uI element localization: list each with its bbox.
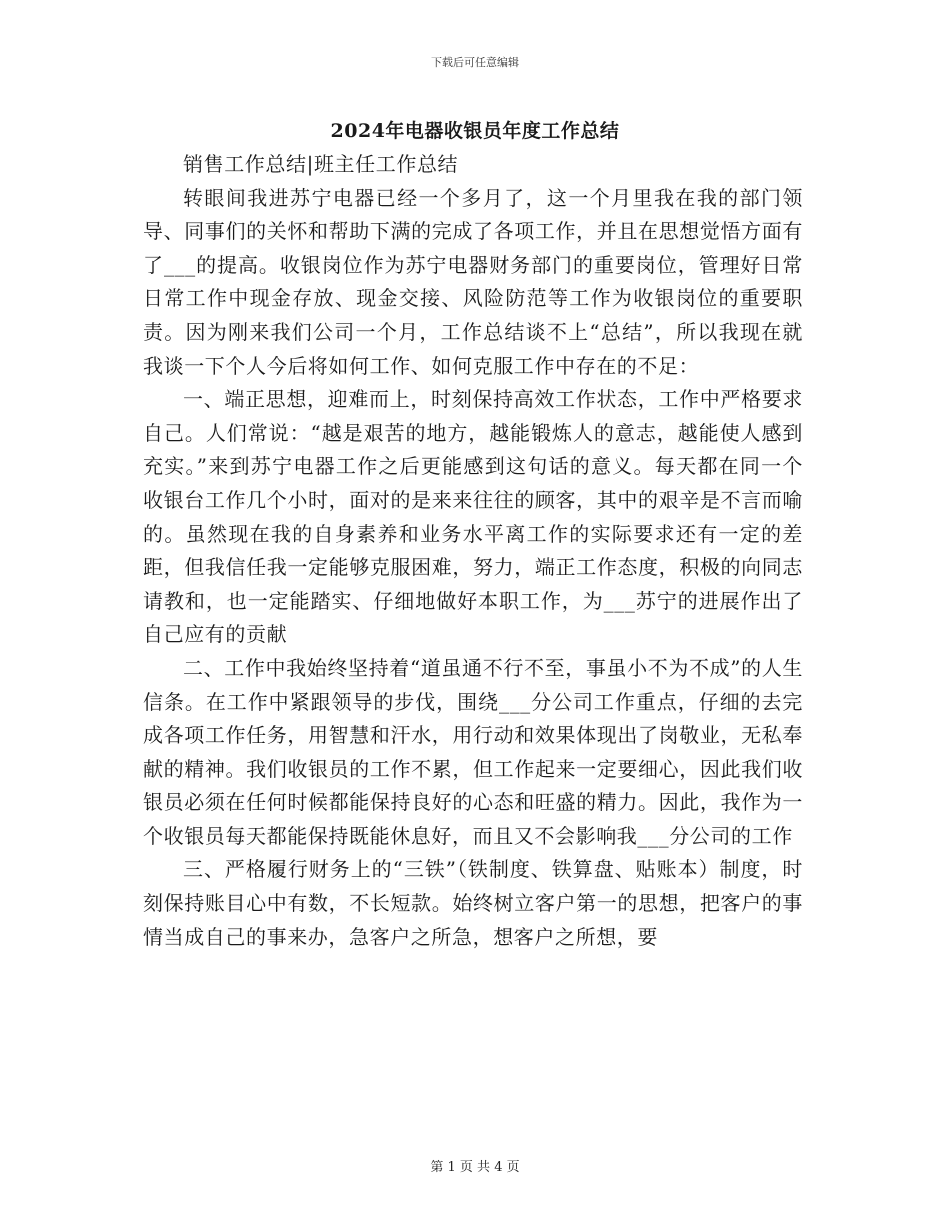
paragraph-intro: 转眼间我进苏宁电器已经一个多月了，这一个月里我在我的部门领导、同事们的关怀和帮助下满的完成了各项工作，并且在思想觉悟方面有了___的提高。收银岗位作为苏宁电器财务部门的重要岗位，管理好日常日常工作中现金存放、现金交接、风险防范等工作为收银岗位的重要职责。因为刚来我们公司一个月，工作总结谈不上“总结”，所以我现在就我谈一下个人今后将如何工作、如何克服工作中存在的不足： [143, 185, 803, 378]
paragraph-section-3: 三、严格履行财务上的“三铁”（铁制度、铁算盘、贴账本）制度，时刻保持账目心中有数，不长短款。始终树立客户第一的思想，把客户的事情当成自己的事来办，急客户之所急，想客户之所想，要 [143, 857, 803, 949]
paragraph-subtitle: 销售工作总结|班主任工作总结 [183, 152, 459, 176]
document-body [143, 148, 803, 954]
paragraph-section-1: 一、端正思想，迎难而上，时刻保持高效工作状态，工作中严格要求自己。人们常说：“越是艰苦的地方，越能锻炼人的意志，越能使人感到充实。”来到苏宁电器工作之后更能感到这句话的意义。每天都在同一个收银台工作几个小时，面对的是来来往往的顾客，其中的艰辛是不言而喻的。虽然现在我的自身素养和业务水平离工作的实际要求还有一定的差距，但我信任我一定能够克服困难，努力，端正工作态度，积极的向同志请教和，也一定能踏实、仔细地做好本职工作，为___苏宁的进展作出了自己应有的贡献 [143, 387, 803, 647]
page-number: 第 1 页 共 4 页 [430, 1160, 520, 1175]
header-note: 下载后可任意编辑 [431, 56, 519, 69]
paragraph-section-2: 二、工作中我始终坚持着“道虽通不行不至，事虽小不为不成”的人生信条。在工作中紧跟领导的步伐，围绕___分公司工作重点，仔细的去完成各项工作任务，用智慧和汗水，用行动和效果体现出了岗敬业，无私奉献的精神。我们收银员的工作不累，但工作起来一定要细心，因此我们收银员必须在任何时候都能保持良好的心态和旺盛的精力。因此，我作为一个收银员每天都能保持既能休息好，而且又不会影响我___分公司的工作 [143, 655, 803, 848]
document-title: 2024年电器收银员年度工作总结 [330, 120, 620, 142]
